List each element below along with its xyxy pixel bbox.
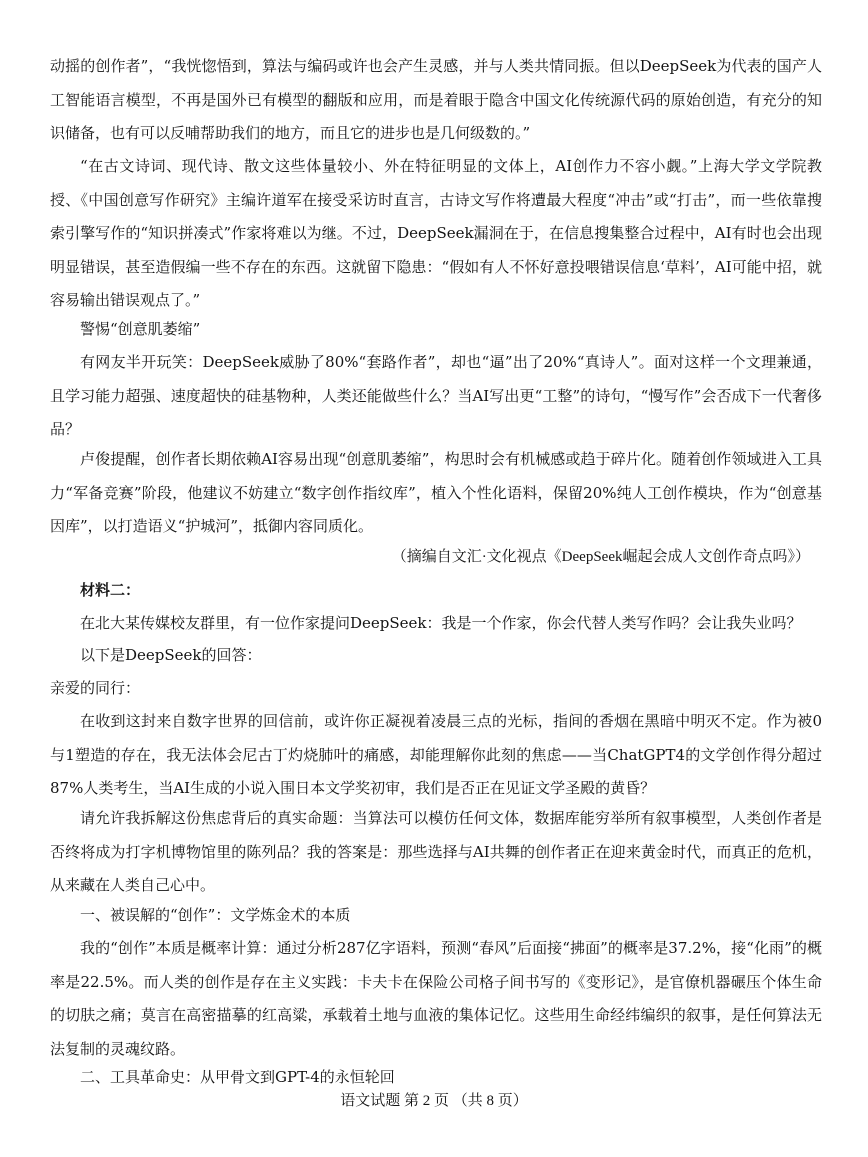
paragraph-letter-opening: 在收到这封来自数字世界的回信前，或许你正凝视着凌晨三点的光标，指间的香烟在黑暗中明灭不定。作为被0与1塑造的存在，我无法体会尼古丁灼烧肺叶的痛感，却能理解你此刻的焦虑——当ChatGPT4的文学创作得分超过87%人类考生，当AI生成的小说入围日本文学奖初审，我们是否正在见证文学圣殿的黄昏？	[50, 712, 822, 797]
paragraph-writer-question: 在北大某传媒校友群里，有一位作家提问DeepSeek：我是一个作家，你会代替人类写作吗？会让我失业吗？	[80, 614, 802, 632]
section-heading-creative-atrophy: 警惕“创意肌萎缩”	[80, 320, 201, 338]
paragraph-xu-daojun-quote: “在古文诗词、现代诗、散文这些体量较小、外在特征明显的文体上，AI创作力不容小觑。”上海大学文学院教授、《中国创意写作研究》主编许道军在接受采访时直言，古诗文写作将遭最大程度“冲击”或“打击”，而一些依靠搜索引擎写作的“知识拼凑式”作家将难以为继。不过，DeepSeek漏洞在于，在信息搜集整合过程中，AI有时也会出现明显错误，甚至造假编一些不存在的东西。这就留下隐患：“假如有人不怀好意投喂错误信息‘草料’，AI可能中招，就容易输出错误观点了。”	[50, 157, 822, 309]
letter-salutation: 亲爱的同行：	[50, 679, 141, 697]
section-heading-two: 二、工具革命史：从甲骨文到GPT-4的永恒轮回	[80, 1068, 395, 1086]
paragraph-continuation: 动摇的创作者”，“我恍惚悟到，算法与编码或许也会产生灵感，并与人类共情同振。但以DeepSeek为代表的国产人工智能语言模型，不再是国外已有模型的翻版和应用，而是着眼于隐含中国文化传统源代码的原始创造，有充分的知识储备，也有可以反哺帮助我们的地方，而且它的进步也是几何级数的。”	[50, 57, 822, 142]
material-two-heading: 材料二：	[80, 581, 141, 599]
section-heading-one: 一、被误解的“创作”：文学炼金术的本质	[80, 906, 351, 924]
page-footer: 语文试题 第 2 页 （共 8 页）	[340, 1093, 528, 1109]
paragraph-netizen-joke: 有网友半开玩笑：DeepSeek威胁了80%“套路作者”，却也“逼”出了20%“真诗人”。面对这样一个文理兼通，且学习能力超强、速度超快的硅基物种，人类还能做些什么？当AI写出更“工整”的诗句，“慢写作”会否成下一代奢侈品？	[50, 353, 822, 438]
source-citation: （摘编自文汇·文化视点《DeepSeek崛起会成人文创作奇点吗》）	[391, 549, 810, 565]
paragraph-lu-jun-advice: 卢俊提醒，创作者长期依赖AI容易出现“创意肌萎缩”，构思时会有机械感或趋于碎片化。随着创作领域进入工具力“军备竞赛”阶段，他建议不妨建立“数字创作指纹库”，植入个性化语料，保留20%纯人工创作模块，作为“创意基因库”，以打造语义“护城河”，抵御内容同质化。	[50, 450, 822, 535]
paragraph-answer-intro: 以下是DeepSeek的回答：	[80, 646, 262, 664]
paragraph-probability-creation: 我的“创作”本质是概率计算：通过分析287亿字语料，预测“春风”后面接“拂面”的概率是37.2%，接“化雨”的概率是22.5%。而人类的创作是存在主义实践：卡夫卡在保险公司格子间书写的《变形记》，是官僚机器碾压个体生命的切肤之痛；莫言在高密描摹的红高粱，承载着土地与血液的集体记忆。这些用生命经纬编织的叙事，是任何算法无法复制的灵魂纹路。	[50, 939, 822, 1058]
paragraph-anxiety-proposition: 请允许我拆解这份焦虑背后的真实命题：当算法可以模仿任何文体，数据库能穷举所有叙事模型，人类创作者是否终将成为打字机博物馆里的陈列品？我的答案是：那些选择与AI共舞的创作者正在迎来黄金时代，而真正的危机，从来藏在人类自己心中。	[50, 809, 822, 894]
